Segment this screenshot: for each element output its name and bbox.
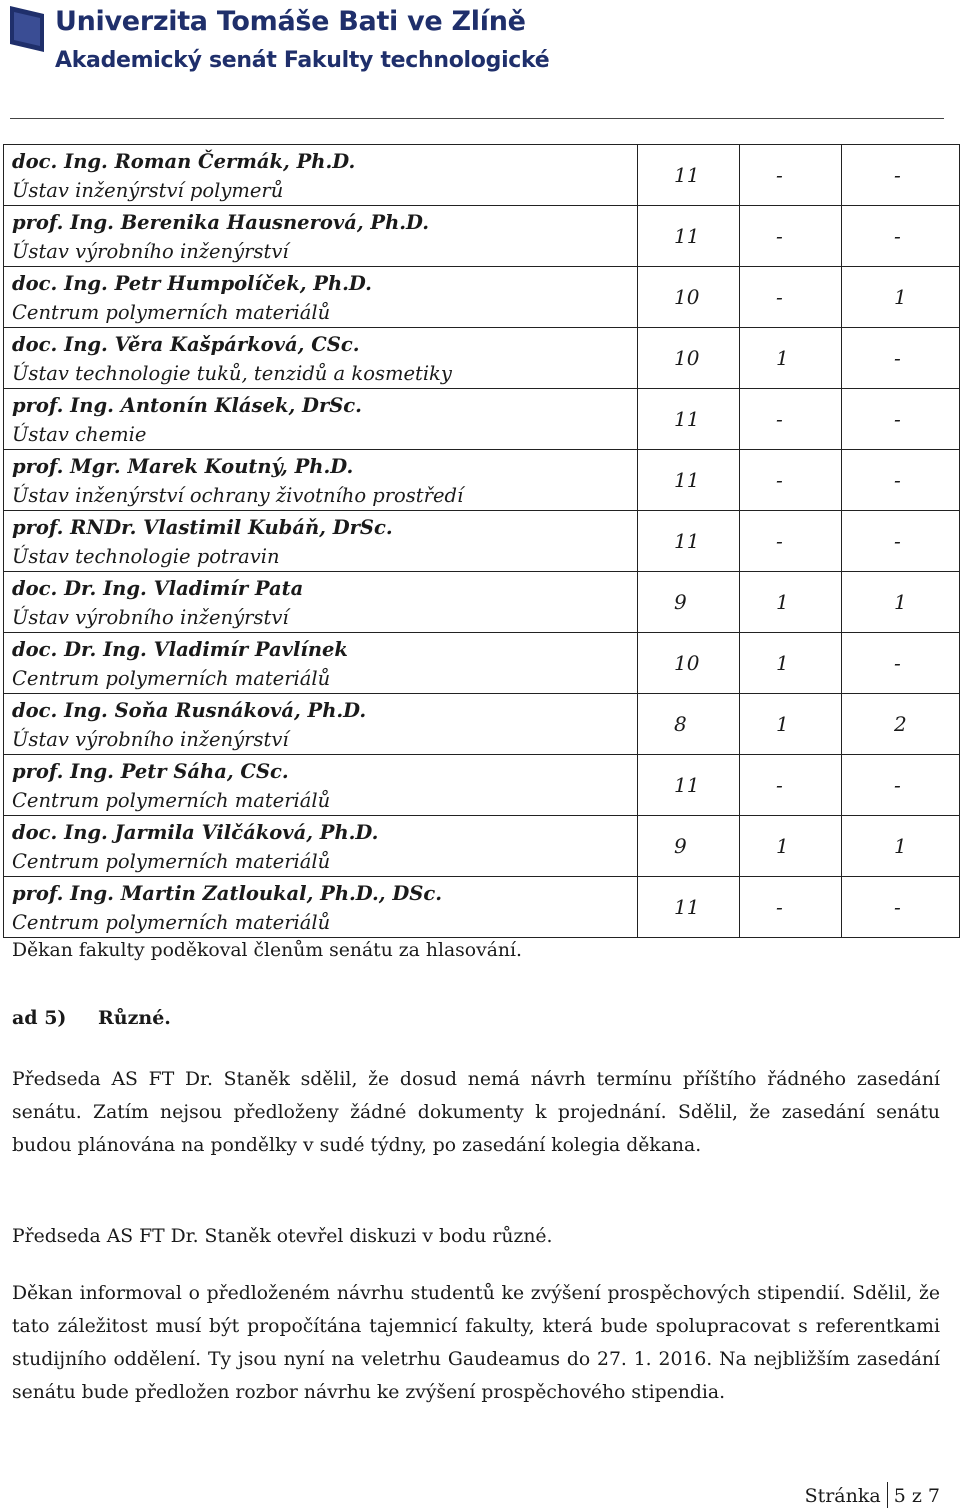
vote-abstain-count: 1 [842, 816, 960, 877]
vote-abstain-count: - [842, 206, 960, 267]
vote-abstain-count: - [842, 633, 960, 694]
paragraph-scholarships: Děkan informoval o předloženém návrhu studentů ke zvýšení prospěchových stipendií. Sdělil, že tato záležitost musí být propočítána tajemnicí fakulty, která bude spolupracovat s referentkami studijního oddělení. Ty jsou nyní na veletrhu Gaudeamus do 27. 1. 2016. Na nejbližším zasedání senátu bude předložen rozbor návrhu ke zvýšení prospěchového stipendia. [12, 1283, 940, 1403]
vote-yes-count: 11 [638, 145, 740, 206]
member-cell [4, 145, 638, 206]
table-row [4, 633, 960, 694]
vote-yes-count: 10 [638, 267, 740, 328]
section-number: ad 5) [12, 1007, 67, 1029]
member-cell [4, 755, 638, 816]
table-row [4, 816, 960, 877]
member-cell [4, 877, 638, 938]
member-cell [4, 694, 638, 755]
paragraph-next-meeting: Předseda AS FT Dr. Staněk sdělil, že dosud nemá návrh termínu příštího řádného zasedání senátu. Zatím nejsou předloženy žádné dokumenty k projednání. Sdělil, že zasedání senátu budou plánována na pondělky v sudé týdny, po zasedání kolegia děkana. [12, 1069, 940, 1156]
member-name: prof. Ing. Martin Zatloukal, Ph.D., DSc. [12, 882, 443, 905]
thanks-paragraph: Děkan fakulty poděkoval členům senátu za hlasování. [12, 940, 522, 961]
vote-yes-count: 9 [638, 572, 740, 633]
member-cell [4, 511, 638, 572]
vote-yes-count: 11 [638, 389, 740, 450]
vote-yes-count: 9 [638, 816, 740, 877]
vote-abstain-count: 2 [842, 694, 960, 755]
vote-no-count: - [740, 511, 842, 572]
table-row [4, 267, 960, 328]
member-cell [4, 328, 638, 389]
vote-abstain-count: - [842, 450, 960, 511]
vote-abstain-count: - [842, 145, 960, 206]
member-department: Ústav výrobního inženýrství [12, 728, 289, 751]
member-department: Ústav inženýrství ochrany životního prostředí [12, 484, 464, 507]
vote-no-count: - [740, 755, 842, 816]
table-row [4, 206, 960, 267]
member-department: Ústav inženýrství polymerů [12, 179, 284, 202]
page-header [10, 4, 550, 76]
table-row [4, 450, 960, 511]
vote-abstain-count: - [842, 755, 960, 816]
table-row [4, 572, 960, 633]
footer-label: Stránka [804, 1485, 881, 1507]
member-name: doc. Ing. Jarmila Vilčáková, Ph.D. [12, 821, 379, 844]
vote-no-count: 1 [740, 633, 842, 694]
member-name: doc. Dr. Ing. Vladimír Pata [12, 577, 304, 600]
vote-yes-count: 11 [638, 755, 740, 816]
page-number: 5 z 7 [893, 1485, 940, 1507]
senate-name: Akademický senát Fakulty technologické [55, 48, 550, 73]
member-cell [4, 267, 638, 328]
table-row [4, 328, 960, 389]
vote-no-count: - [740, 877, 842, 938]
member-name: prof. Ing. Antonín Klásek, DrSc. [12, 394, 362, 417]
member-cell [4, 816, 638, 877]
member-department: Ústav technologie potravin [12, 545, 280, 568]
table-row [4, 511, 960, 572]
header-divider [10, 118, 944, 119]
footer-separator [887, 1482, 888, 1508]
university-name: Univerzita Tomáše Bati ve Zlíně [55, 6, 526, 37]
vote-no-count: 1 [740, 572, 842, 633]
vote-abstain-count: 1 [842, 267, 960, 328]
member-department: Centrum polymerních materiálů [12, 667, 331, 690]
member-cell [4, 633, 638, 694]
member-name: prof. Ing. Petr Sáha, CSc. [12, 760, 289, 783]
vote-yes-count: 10 [638, 633, 740, 694]
member-cell [4, 206, 638, 267]
vote-abstain-count: - [842, 328, 960, 389]
member-name: prof. RNDr. Vlastimil Kubáň, DrSc. [12, 516, 393, 539]
table-row [4, 877, 960, 938]
table-row [4, 389, 960, 450]
member-department: Ústav chemie [12, 423, 147, 446]
university-logo-icon [10, 6, 44, 52]
member-cell [4, 389, 638, 450]
table-row [4, 755, 960, 816]
member-name: doc. Ing. Roman Čermák, Ph.D. [12, 150, 356, 173]
member-department: Centrum polymerních materiálů [12, 301, 331, 324]
vote-abstain-count: - [842, 511, 960, 572]
member-name: doc. Ing. Petr Humpolíček, Ph.D. [12, 272, 372, 295]
vote-yes-count: 11 [638, 511, 740, 572]
vote-no-count: 1 [740, 694, 842, 755]
vote-abstain-count: - [842, 877, 960, 938]
vote-abstain-count: - [842, 389, 960, 450]
member-department: Centrum polymerních materiálů [12, 789, 331, 812]
vote-no-count: 1 [740, 328, 842, 389]
member-name: doc. Dr. Ing. Vladimír Pavlínek [12, 638, 348, 661]
section-title: Různé. [98, 1007, 171, 1029]
member-name: doc. Ing. Věra Kašpárková, CSc. [12, 333, 360, 356]
vote-yes-count: 11 [638, 206, 740, 267]
paragraph-discussion: Předseda AS FT Dr. Staněk otevřel diskuzi v bodu různé. [12, 1226, 553, 1247]
vote-yes-count: 11 [638, 450, 740, 511]
page-footer [805, 1482, 940, 1508]
member-cell [4, 572, 638, 633]
member-name: prof. Mgr. Marek Koutný, Ph.D. [12, 455, 354, 478]
vote-no-count: 1 [740, 816, 842, 877]
vote-no-count: - [740, 450, 842, 511]
vote-no-count: - [740, 267, 842, 328]
member-department: Centrum polymerních materiálů [12, 911, 331, 934]
table-row [4, 145, 960, 206]
member-name: prof. Ing. Berenika Hausnerová, Ph.D. [12, 211, 430, 234]
vote-abstain-count: 1 [842, 572, 960, 633]
vote-yes-count: 11 [638, 877, 740, 938]
vote-yes-count: 10 [638, 328, 740, 389]
member-department: Ústav technologie tuků, tenzidů a kosmetiky [12, 362, 452, 385]
member-department: Ústav výrobního inženýrství [12, 240, 289, 263]
member-name: doc. Ing. Soňa Rusnáková, Ph.D. [12, 699, 367, 722]
member-department: Centrum polymerních materiálů [12, 850, 331, 873]
table-row [4, 694, 960, 755]
member-department: Ústav výrobního inženýrství [12, 606, 289, 629]
vote-no-count: - [740, 145, 842, 206]
member-cell [4, 450, 638, 511]
vote-no-count: - [740, 206, 842, 267]
vote-no-count: - [740, 389, 842, 450]
vote-yes-count: 8 [638, 694, 740, 755]
voting-table [3, 144, 960, 938]
